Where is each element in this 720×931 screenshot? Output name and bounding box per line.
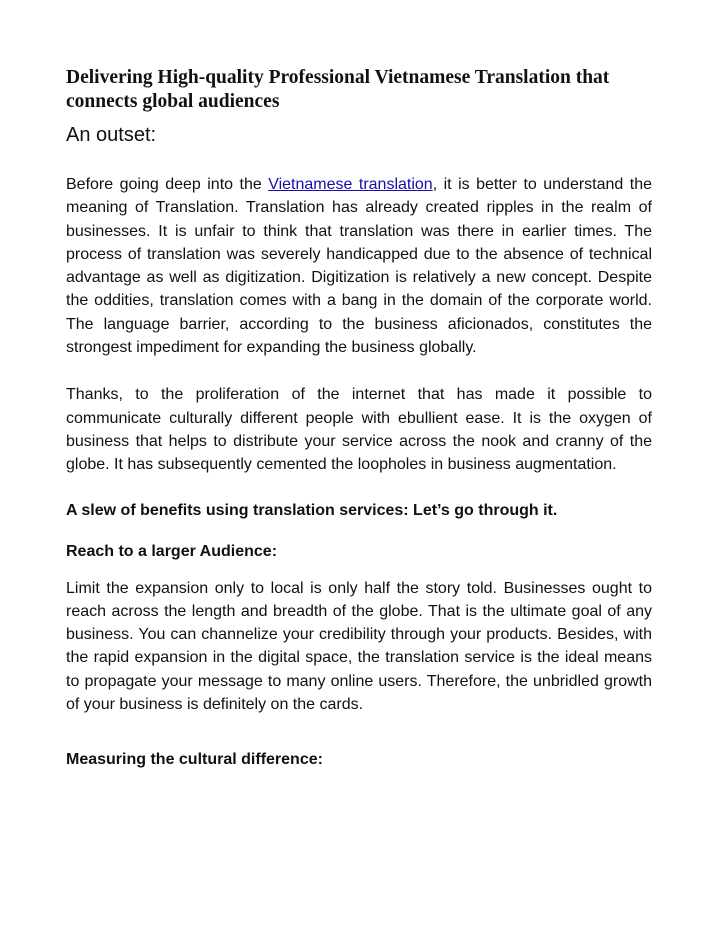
paragraph-intro: [66, 173, 652, 359]
paragraph-reach-audience: Limit the expansion only to local is only half the story told. Businesses ought to reach across the length and breadth of the globe. That is the ultimate goal of any business. You can channelize your credibility through your products. Besides, with the rapid expansion in the digital space, the translation service is the ideal means to propagate your message to many online users. Therefore, the unbridled growth of your business is definitely on the cards.: [66, 579, 652, 714]
reach-audience-heading: Reach to a larger Audience:: [66, 542, 278, 560]
vietnamese-translation-link[interactable]: Vietnamese translation: [268, 176, 433, 193]
paragraph-intro-start: Before going deep into the: [66, 176, 269, 193]
section-heading-outset: An outset:: [66, 124, 157, 146]
document-title: Delivering High-quality Professional Vietnamese Translation that connects global audiences: [66, 67, 610, 112]
paragraph-intro-rest: , it is better to understand the meaning of Translation. Translation has already created ripples in the realm of businesses. It is unfair to think that translation was there in earlier times. The process of translation was severely handicapped due to the absence of technical advantage as well as digitization. Digitization is relatively a new concept. Despite the oddities, translation comes with a bang in the domain of the corporate world. The language barrier, according to the business aficionados, constitutes the strongest impediment for expanding the business globally.: [66, 176, 653, 357]
paragraph-internet: Thanks, to the proliferation of the internet that has made it possible to communicate culturally different people with ebullient ease. It is the oxygen of business that helps to distribute your service across the nook and cranny of the globe. It has subsequently cemented the loopholes in business augmentation.: [66, 386, 652, 474]
cultural-difference-heading: Measuring the cultural difference:: [66, 751, 323, 769]
benefits-heading: A slew of benefits using translation services: Let’s go through it.: [66, 501, 558, 519]
document-page: [66, 66, 652, 771]
